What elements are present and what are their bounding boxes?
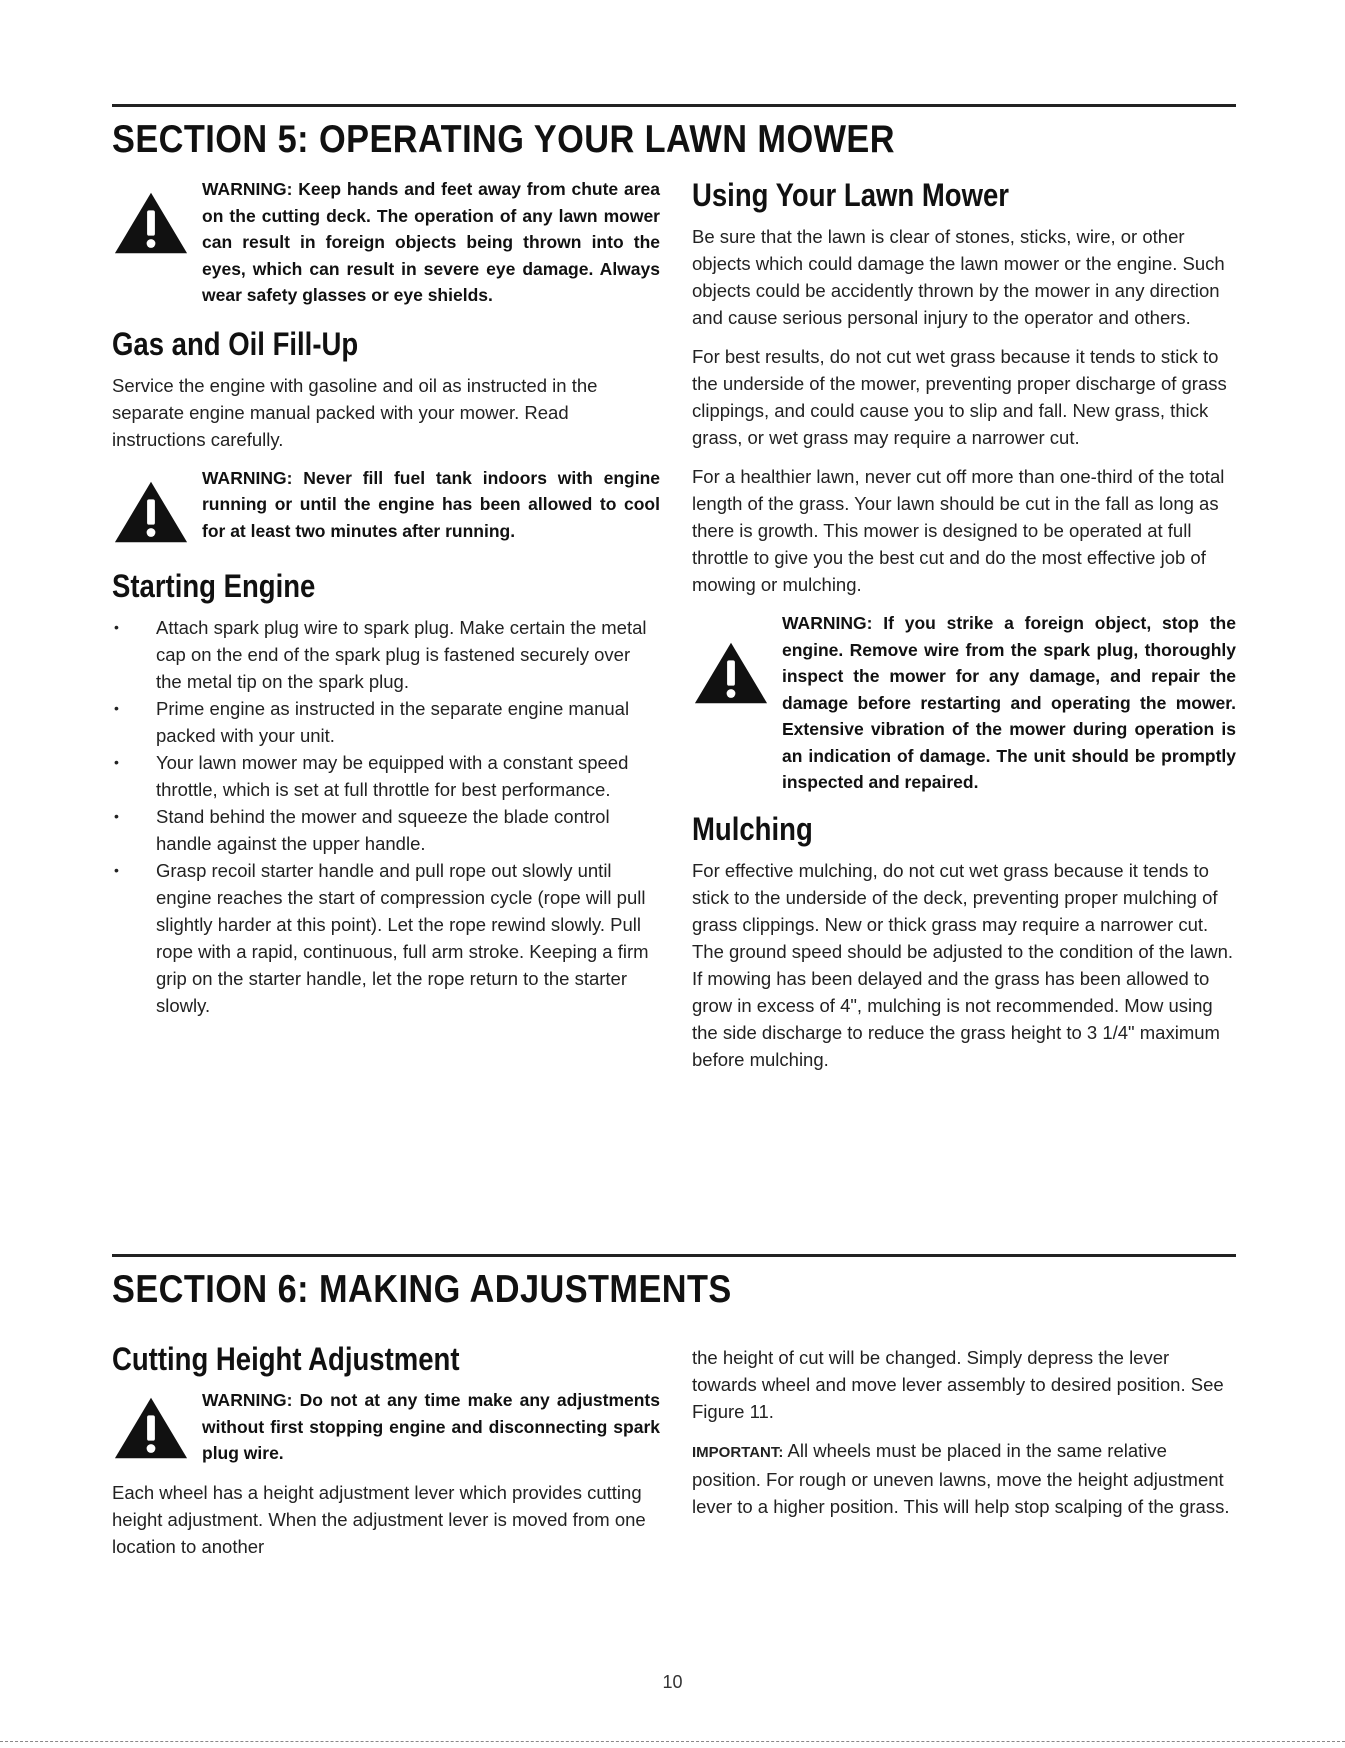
warning-triangle-icon <box>112 1393 190 1463</box>
page-number: 10 <box>662 1672 683 1692</box>
warning-foreign-object <box>692 610 1236 796</box>
list-item: • Prime engine as instructed in the separate engine manual packed with your unit. <box>112 695 660 749</box>
using-p2: For best results, do not cut wet grass because it tends to stick to the underside of the mower, preventing proper discharge of grass clippings, and could cause you to slip and fall. New grass, thick grass, or wet grass may require a narrower cut. <box>692 346 1227 449</box>
cutting-body-continued: the height of cut will be changed. Simply depress the lever towards wheel and move lever assembly to desired position. See Figure 11. <box>692 1347 1224 1422</box>
list-item: • Attach spark plug wire to spark plug. Make certain the metal cap on the end of the spark plug is fastened securely over the metal tip on the spark plug. <box>112 614 660 695</box>
heading-cutting-height: Cutting Height Adjustment <box>112 1341 460 1377</box>
heading-gas-oil: Gas and Oil Fill-Up <box>112 325 359 362</box>
warning-adjustments-text: WARNING: Do not at any time make any adjustments without first stopping engine and disconnecting spark plug wire. <box>202 1390 660 1464</box>
warning-fuel-text: WARNING: Never fill fuel tank indoors with engine running or until the engine has been allowed to cool for at least two minutes after running. <box>202 467 660 541</box>
important-label: IMPORTANT: <box>692 1444 784 1461</box>
section5-left-column <box>112 176 660 1019</box>
scan-edge-line <box>0 1741 1345 1742</box>
starting-steps-list <box>112 614 660 1019</box>
warning-triangle-icon <box>112 477 190 547</box>
warning-chute-text: WARNING: Keep hands and feet away from chute area on the cutting deck. The operation of any lawn mower can result in foreign objects being thrown into the eyes, which can result in severe eye damage. Always wear safety glasses or eye shields. <box>202 179 660 305</box>
section6-title: SECTION 6: MAKING ADJUSTMENTS <box>112 1268 732 1311</box>
warning-adjustments <box>112 1387 660 1467</box>
important-note <box>692 1437 1236 1520</box>
section6-left-column <box>112 1342 660 1572</box>
warning-chute <box>112 176 660 309</box>
section5-top-rule <box>112 104 1236 107</box>
warning-triangle-icon <box>112 188 190 258</box>
section5-title: SECTION 5: OPERATING YOUR LAWN MOWER <box>112 118 895 161</box>
warning-triangle-icon <box>692 638 770 708</box>
list-item: • Stand behind the mower and squeeze the blade control handle against the upper handle. <box>112 803 660 857</box>
mulching-body: For effective mulching, do not cut wet grass because it tends to stick to the underside of the deck, preventing proper mulching of grass clippings. New or thick grass may require a narrower cut. The ground speed should be adjusted to the condition of the lawn. If mowing has been delayed and the grass has been allowed to grow in excess of 4", mulching is not recommended. Mow using the side discharge to reduce the grass height to 3 1/4" maximum before mulching. <box>692 859 1233 1070</box>
list-item: • Your lawn mower may be equipped with a constant speed throttle, which is set at full throttle for best performance. <box>112 749 660 803</box>
section6-right-column <box>692 1344 1236 1532</box>
heading-mulching: Mulching <box>692 810 813 847</box>
cutting-body: Each wheel has a height adjustment lever which provides cutting height adjustment. When the adjustment lever is moved from one location to another <box>112 1481 646 1557</box>
section5-right-column <box>692 178 1236 1085</box>
important-text: All wheels must be placed in the same relative position. For rough or uneven lawns, move the height adjustment lever to a higher position. This will help stop scalping of the grass. <box>692 1440 1230 1517</box>
warning-foreign-object-text: WARNING: If you strike a foreign object, stop the engine. Remove wire from the spark plug, thoroughly inspect the mower for any damage, and repair the damage before restarting and operating the mower. Extensive vibration of the mower during operation is an indication of damage. The unit should be promptly inspected and repaired. <box>782 613 1236 793</box>
warning-fuel <box>112 465 660 547</box>
list-item: • Grasp recoil starter handle and pull rope out slowly until engine reaches the start of compression cycle (rope will pull slightly harder at this point). Let the rope rewind slowly. Pull rope with a rapid, continuous, full arm stroke. Keeping a firm grip on the starter handle, let the rope return to the starter slowly. <box>112 857 660 1019</box>
section6-top-rule <box>112 1254 1236 1257</box>
using-p3: For a healthier lawn, never cut off more than one-third of the total length of the grass. Your lawn should be cut in the fall as long as there is growth. This mower is designed to be operated at full throttle to give you the best cut and do the most effective job of mowing or mulching. <box>692 466 1225 596</box>
gas-oil-body: Service the engine with gasoline and oil as instructed in the separate engine manual packed with your mower. Read instructions carefully. <box>112 374 598 450</box>
heading-using-mower: Using Your Lawn Mower <box>692 177 1010 213</box>
heading-starting-engine: Starting Engine <box>112 567 316 604</box>
using-p1: Be sure that the lawn is clear of stones, sticks, wire, or other objects which could damage the lawn mower or the engine. Such objects could be accidently thrown by the mower in any direction and cause serious personal injury to the operator and others. <box>692 226 1225 329</box>
